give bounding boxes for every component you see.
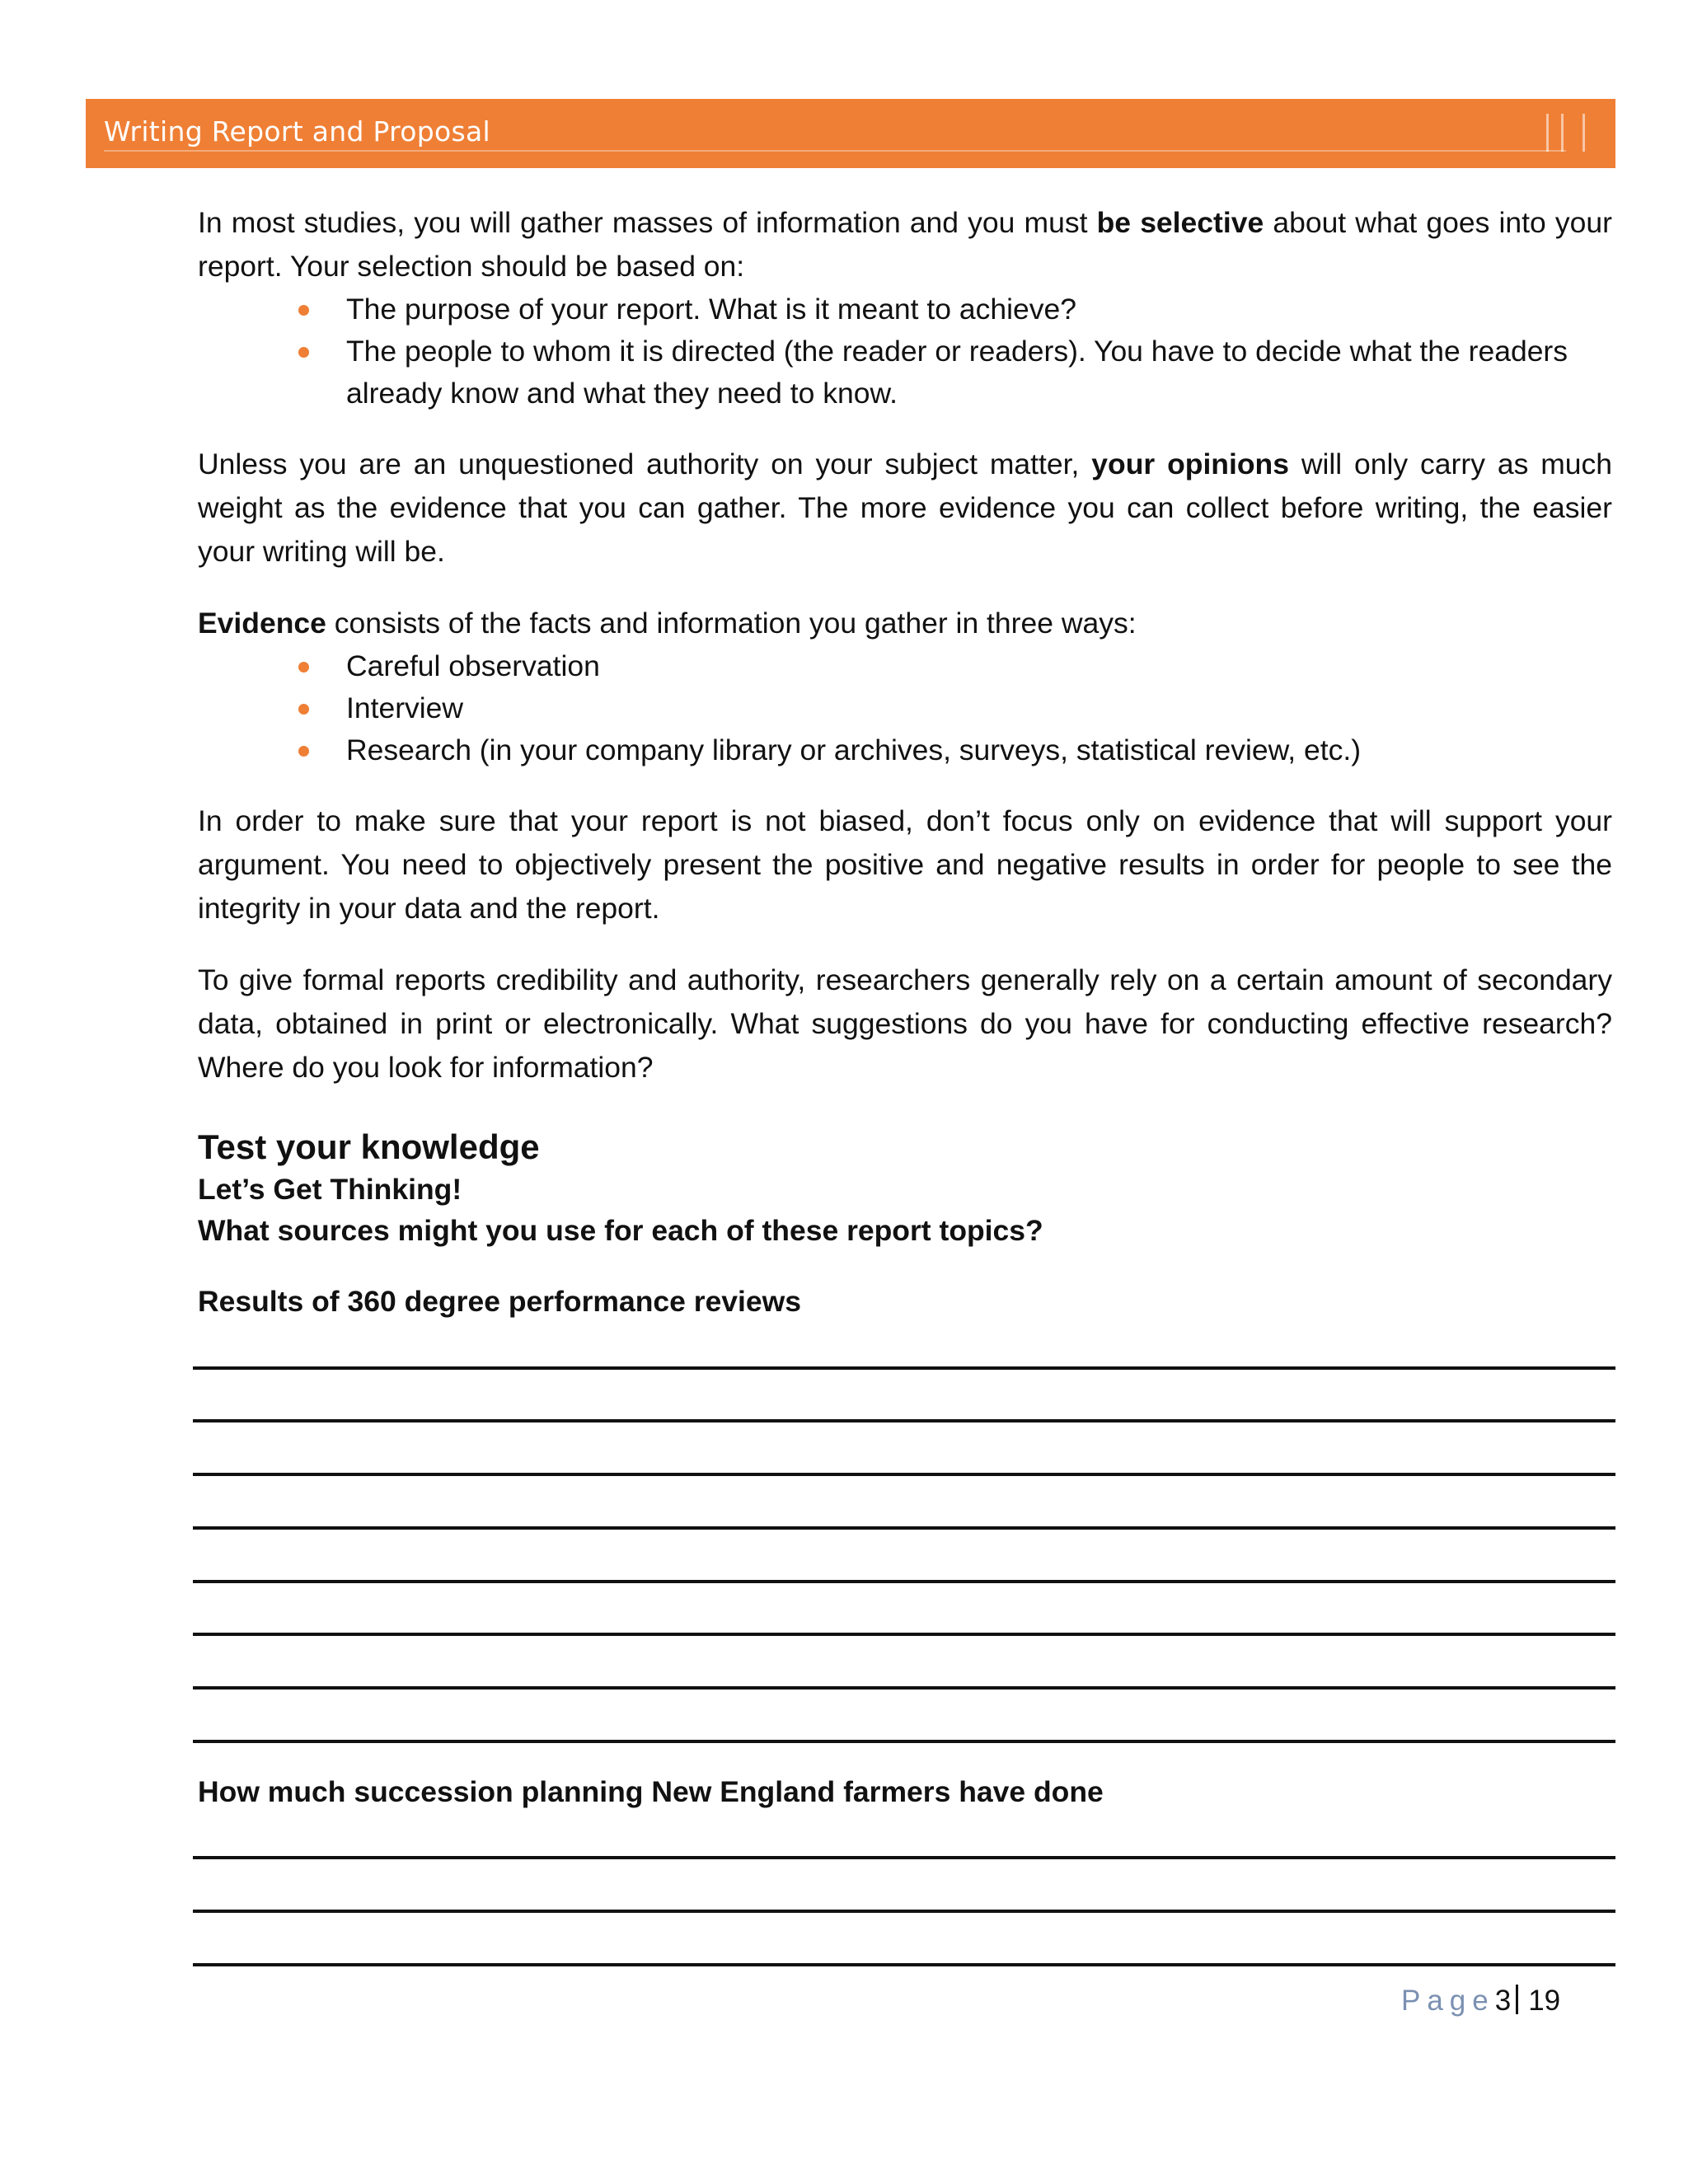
list-item: The people to whom it is directed (the reader or readers). You have to decide what the readers already know and what they need to know. xyxy=(346,330,1612,415)
bullet-icon xyxy=(298,305,309,316)
answer-line[interactable] xyxy=(193,1419,1615,1422)
answer-line[interactable] xyxy=(193,1963,1615,1966)
test-question: What sources might you use for each of these report topics? xyxy=(198,1214,1043,1247)
list-item: Careful observation xyxy=(346,645,1612,687)
bullet-icon xyxy=(298,704,309,715)
paragraph-bias: In order to make sure that your report is not biased, don’t focus only on evidence that will support your argument. You need to objectively present the positive and negative results in order for people to see the integrity in your data and the report. xyxy=(198,804,1612,925)
list-item: Research (in your company library or archives, surveys, statistical review, etc.) xyxy=(346,729,1612,771)
paragraph-evidence: Evidence consists of the facts and information you gather in three ways: xyxy=(198,607,1137,640)
total-pages: 19 xyxy=(1528,1985,1561,2017)
page-footer xyxy=(1401,1985,1560,2018)
paragraph-opinions: Unless you are an unquestioned authority on your subject matter, your opinions will only carry as much weight as the evidence that you can gather. The more evidence you can collect before writing, the easier your writing will be. xyxy=(198,448,1613,568)
topic-label: How much succession planning New England farmers have done xyxy=(198,1775,1104,1808)
footer-separator xyxy=(1516,1985,1518,2014)
test-heading: Test your knowledge xyxy=(198,1127,540,1166)
page-header-bar xyxy=(86,99,1615,168)
document-body xyxy=(198,201,1612,1251)
topic-label: Results of 360 degree performance reviews xyxy=(198,1285,802,1318)
page-number: 3 xyxy=(1494,1985,1512,2017)
header-rule xyxy=(104,150,1566,152)
evidence-methods-list xyxy=(198,645,1612,771)
answer-line[interactable] xyxy=(193,1526,1615,1530)
bullet-icon xyxy=(298,662,309,673)
page-word: Page xyxy=(1401,1985,1495,2017)
answer-line[interactable] xyxy=(193,1686,1615,1690)
header-title: Writing Report and Proposal xyxy=(104,115,490,148)
answer-line[interactable] xyxy=(193,1580,1615,1583)
answer-line[interactable] xyxy=(193,1856,1615,1859)
answer-line[interactable] xyxy=(193,1366,1615,1370)
answer-line[interactable] xyxy=(193,1473,1615,1476)
header-tick xyxy=(1561,114,1564,152)
bullet-icon xyxy=(298,347,309,358)
paragraph-selection: In most studies, you will gather masses of information and you must be selective about what goes into your report. Your selection should be based on: xyxy=(198,206,1612,283)
answer-line[interactable] xyxy=(193,1633,1615,1636)
paragraph-research: To give formal reports credibility and authority, researchers generally rely on a certain amount of secondary data, obtained in print or electronically. What suggestions do you have for conducting effective research? Where do you look for information? xyxy=(198,963,1612,1084)
selection-criteria-list xyxy=(198,288,1612,415)
answer-line[interactable] xyxy=(193,1910,1615,1913)
answer-line[interactable] xyxy=(193,1740,1615,1743)
header-tick xyxy=(1582,114,1585,152)
test-subheading: Let’s Get Thinking! xyxy=(198,1173,462,1206)
list-item: The purpose of your report. What is it meant to achieve? xyxy=(346,288,1612,330)
header-tick xyxy=(1546,114,1549,152)
list-item: Interview xyxy=(346,687,1612,729)
bullet-icon xyxy=(298,746,309,757)
